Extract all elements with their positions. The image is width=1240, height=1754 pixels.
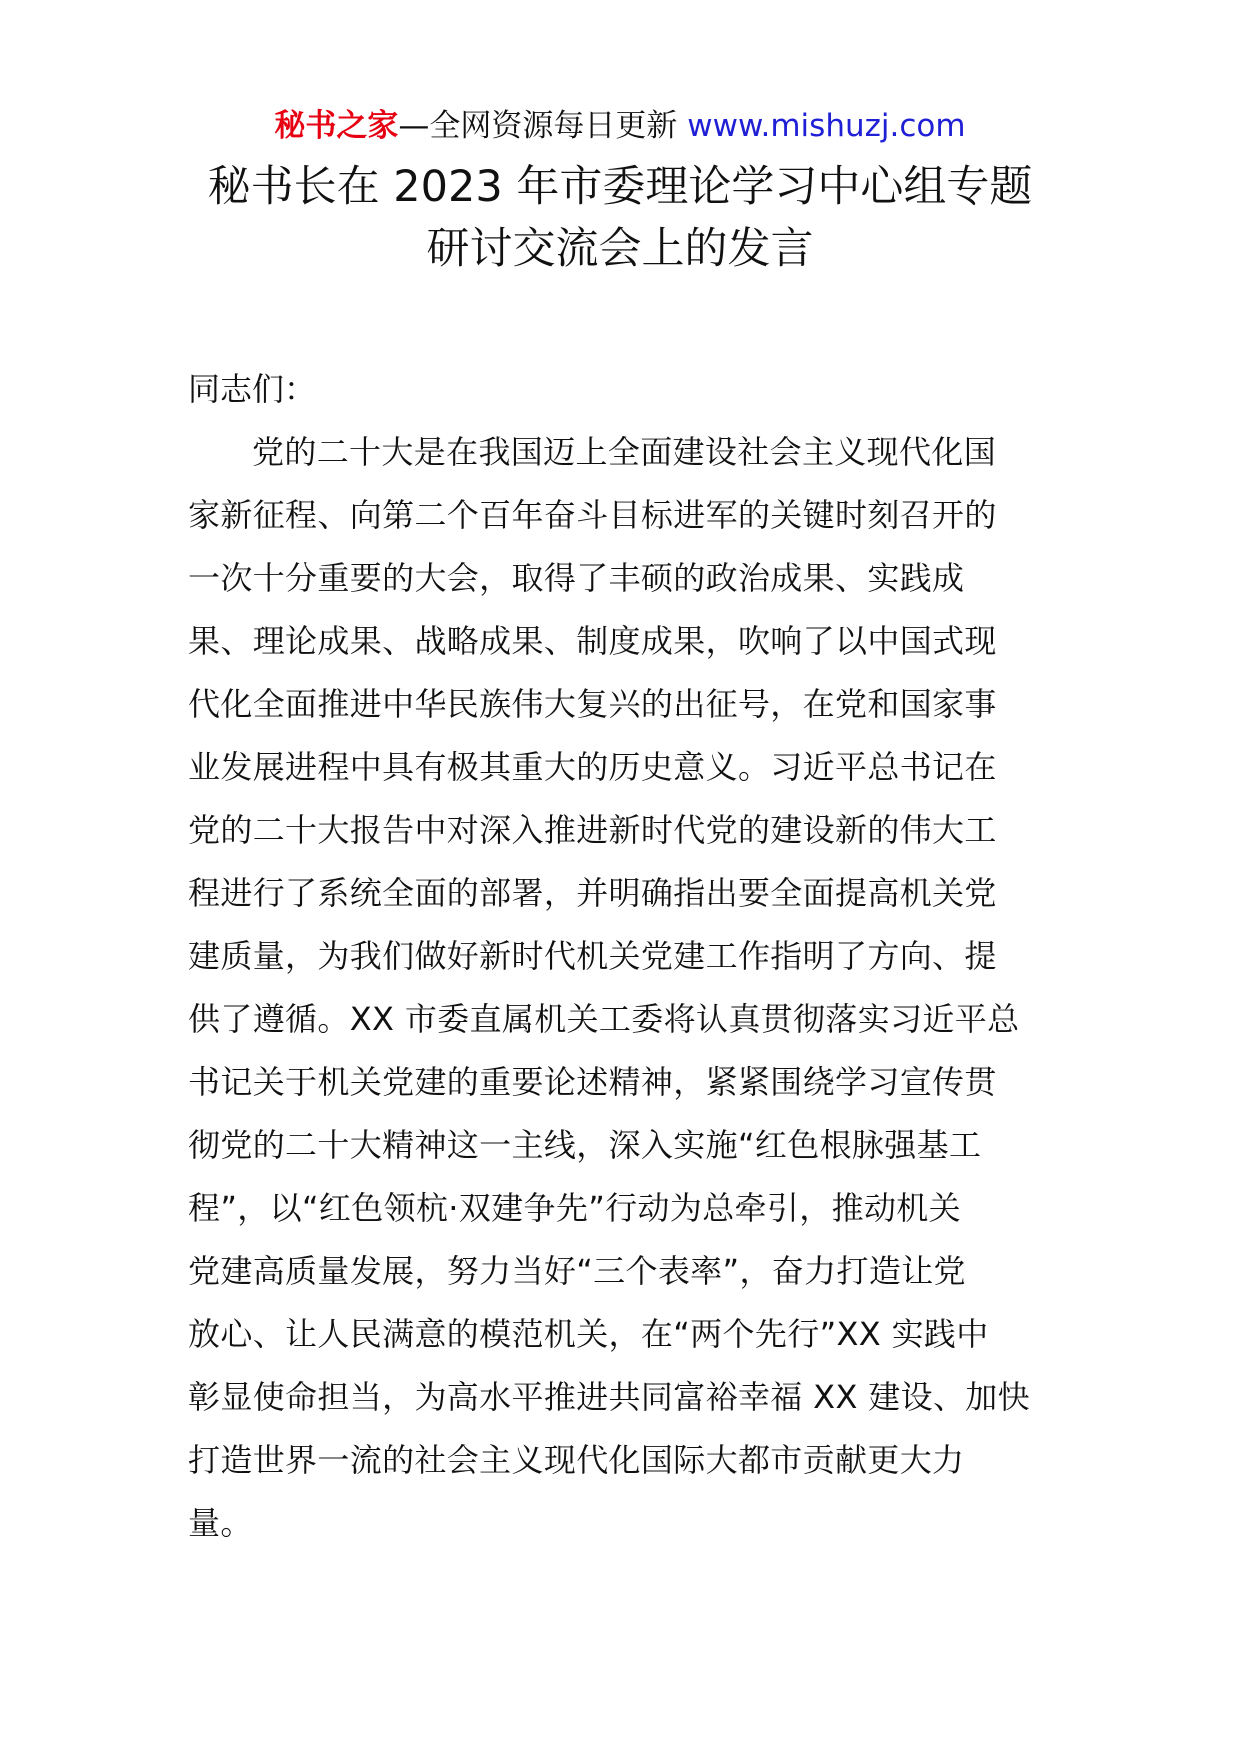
paragraph-line: 彰显使命担当，为高水平推进共同富裕幸福 XX 建设、加快	[188, 1378, 1030, 1416]
salutation: 同志们：	[188, 370, 317, 408]
paragraph-line: 书记关于机关党建的重要论述精神，紧紧围绕学习宣传贯	[188, 1063, 997, 1101]
title-line-1: 秘书长在 2023 年市委理论学习中心组专题	[207, 162, 1033, 212]
paragraph-line: 供了遵循。XX 市委直属机关工委将认真贯彻落实习近平总	[188, 1000, 1020, 1038]
document-title	[150, 156, 1090, 280]
paragraph-line: 果、理论成果、战略成果、制度成果，吹响了以中国式现	[188, 622, 997, 660]
paragraph-line: 党建高质量发展，努力当好“三个表率”，奋力打造让党	[188, 1252, 966, 1290]
paragraph-line: 程进行了系统全面的部署，并明确指出要全面提高机关党	[188, 874, 997, 912]
site-url-link[interactable]: www.mishuzj.com	[687, 108, 966, 144]
paragraph-line: 程”，以“红色领杭·双建争先”行动为总牵引，推动机关	[188, 1189, 962, 1227]
paragraph-line: 放心、让人民满意的模范机关，在“两个先行”XX 实践中	[188, 1315, 989, 1353]
header-tagline: —全网资源每日更新	[398, 108, 678, 144]
paragraph-line: 打造世界一流的社会主义现代化国际大都市贡献更大力	[188, 1441, 965, 1479]
title-line-2: 研讨交流会上的发言	[426, 224, 814, 274]
page-header	[0, 96, 1240, 156]
paragraph-line: 业发展进程中具有极其重大的历史意义。习近平总书记在	[188, 748, 997, 786]
paragraph-line: 党的二十大是在我国迈上全面建设社会主义现代化国	[252, 433, 997, 471]
document-body	[188, 358, 1048, 1555]
paragraph-line: 党的二十大报告中对深入推进新时代党的建设新的伟大工	[188, 811, 997, 849]
paragraph-line: 代化全面推进中华民族伟大复兴的出征号，在党和国家事	[188, 685, 997, 723]
brand-name: 秘书之家	[274, 108, 399, 144]
paragraph-line: 建质量，为我们做好新时代机关党建工作指明了方向、提	[188, 937, 997, 975]
paragraph-line: 一次十分重要的大会，取得了丰硕的政治成果、实践成	[188, 559, 965, 597]
paragraph-line: 量。	[188, 1504, 253, 1542]
paragraph-line: 家新征程、向第二个百年奋斗目标进军的关键时刻召开的	[188, 496, 997, 534]
paragraph-line: 彻党的二十大精神这一主线，深入实施“红色根脉强基工	[188, 1126, 982, 1164]
